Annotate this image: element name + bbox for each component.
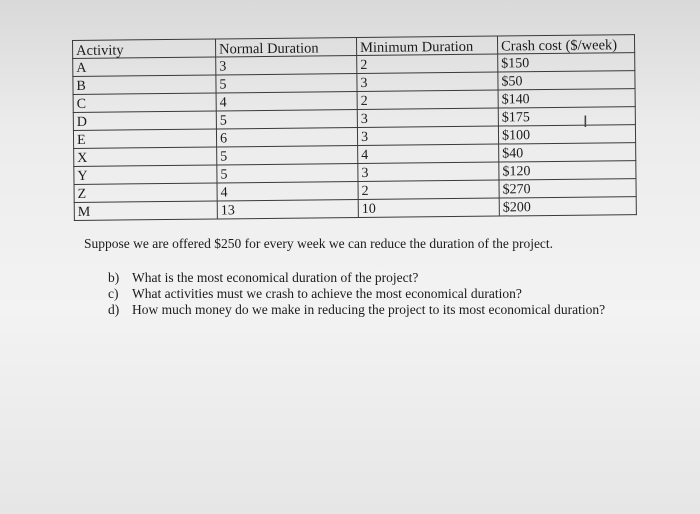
activity-cell: C <box>73 93 216 112</box>
crash-cost-cell: $50 <box>498 71 635 90</box>
normal-duration-cell: 13 <box>217 200 358 219</box>
minimum-duration-cell: 2 <box>358 180 499 199</box>
crash-cost-cell: $200 <box>499 197 636 216</box>
crash-cost-cell: $140 <box>498 89 635 108</box>
normal-duration-cell: 5 <box>217 164 358 183</box>
activity-cell: B <box>73 75 216 94</box>
activity-cell: E <box>73 129 216 148</box>
normal-duration-cell: 5 <box>217 146 358 165</box>
question-text: What activities must we crash to achieve the most economical duration? <box>132 286 522 301</box>
activity-table <box>72 34 637 221</box>
crash-cost-cell: $175 <box>498 107 635 126</box>
normal-duration-cell: 4 <box>216 92 357 111</box>
question-item <box>108 302 608 318</box>
question-list <box>108 270 608 318</box>
normal-duration-cell: 5 <box>216 74 357 93</box>
activity-cell: D <box>73 111 216 130</box>
minimum-duration-cell: 2 <box>357 90 498 109</box>
minimum-duration-cell: 10 <box>358 198 499 217</box>
header-minimum-duration: Minimum Duration <box>356 36 497 55</box>
question-letter: c) <box>108 286 119 301</box>
text-cursor-icon: I <box>583 112 588 131</box>
activity-cell: Y <box>74 165 217 184</box>
question-item <box>108 286 608 302</box>
activity-cell: X <box>74 147 217 166</box>
activity-cell: Z <box>74 183 217 202</box>
header-activity: Activity <box>73 39 216 58</box>
header-normal-duration: Normal Duration <box>215 38 356 57</box>
normal-duration-cell: 4 <box>217 182 358 201</box>
minimum-duration-cell: 3 <box>357 108 498 127</box>
minimum-duration-cell: 3 <box>357 126 498 145</box>
question-letter: b) <box>108 270 120 285</box>
normal-duration-cell: 5 <box>216 110 357 129</box>
minimum-duration-cell: 3 <box>358 162 499 181</box>
crash-cost-cell: $270 <box>499 179 636 198</box>
question-letter: d) <box>108 302 120 317</box>
question-item <box>108 270 608 286</box>
intro-paragraph: Suppose we are offered $250 for every week we can reduce the duration of the project. <box>84 236 554 251</box>
normal-duration-cell: 3 <box>216 56 357 75</box>
crash-cost-cell: $100 <box>498 125 635 144</box>
question-text: What is the most economical duration of the project? <box>132 270 419 285</box>
crash-cost-cell: $120 <box>499 161 636 180</box>
activity-cell: M <box>74 201 217 220</box>
crash-cost-cell: $150 <box>498 53 635 72</box>
crash-cost-cell: $40 <box>499 143 636 162</box>
header-crash-cost: Crash cost ($/week) <box>497 35 634 54</box>
activity-cell: A <box>73 57 216 76</box>
minimum-duration-cell: 4 <box>358 144 499 163</box>
normal-duration-cell: 6 <box>216 128 357 147</box>
question-text: How much money do we make in reducing the project to its most economical duration? <box>132 302 606 317</box>
minimum-duration-cell: 3 <box>357 72 498 91</box>
minimum-duration-cell: 2 <box>357 54 498 73</box>
